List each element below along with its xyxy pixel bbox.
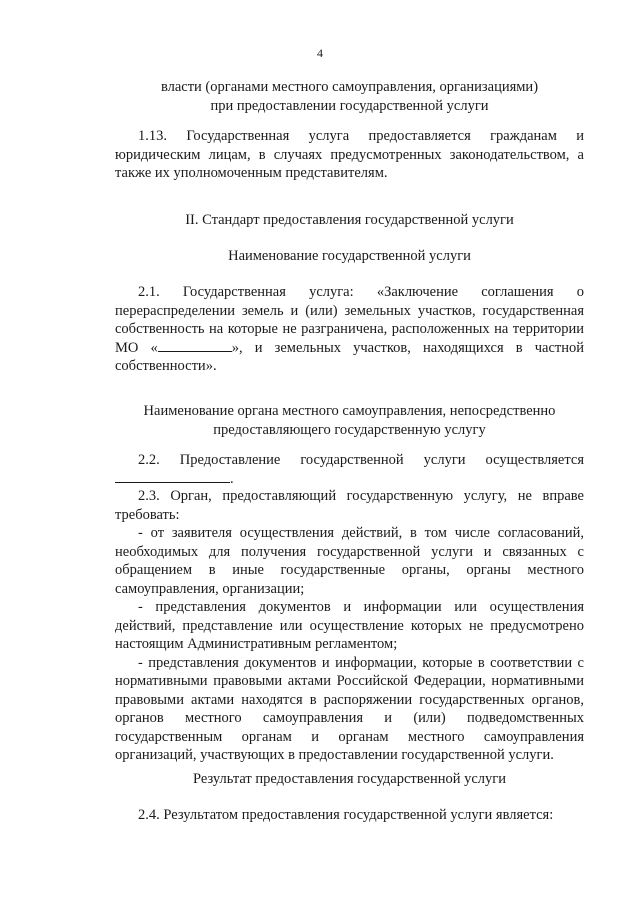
intro-heading: [115, 78, 584, 115]
authority-heading-line-2: предоставляющего государственную услугу: [213, 421, 486, 438]
paragraph-2-3-intro: 2.3. Орган, предоставляющий государственную услугу, не вправе требовать:: [115, 488, 584, 523]
paragraph-2-3-item: - от заявителя осуществления действий, в том числе согласований, необходимых для получения государственной услуги и связанных с обращением в иные государственные органы, органы местного самоуправления, организации;: [115, 525, 584, 597]
authority-heading-line-1: Наименование органа местного самоуправления, непосредственно: [143, 403, 556, 419]
result-heading: Результат предоставления государственной услуги: [193, 771, 506, 787]
paragraph-2-3-item: - представления документов и информации или осуществления действий, представление или осуществление которых не предусмотрено настоящим Административным регламентом;: [115, 599, 584, 652]
intro-line-2: при предоставлении государственной услуги: [210, 97, 489, 114]
paragraph-2-2: [115, 451, 584, 488]
section-2-heading: II. Стандарт предоставления государственной услуги: [185, 212, 514, 228]
paragraph-2-3: [115, 487, 584, 765]
paragraph-2-4: 2.4. Результатом предоставления государственной услуги является:: [138, 807, 554, 823]
paragraph-2-2-text: 2.2. Предоставление государственной услуги осуществляется: [138, 452, 584, 468]
service-name-heading: Наименование государственной услуги: [228, 248, 471, 264]
page-number: 4: [317, 46, 323, 60]
paragraph-1-13: 1.13. Государственная услуга предоставляется гражданам и юридическим лицам, в случаях предусмотренных законодательством, а также их уполномоченным представителям.: [115, 128, 584, 181]
paragraph-2-1-text-after: », и земельных участков, находящихся в частной собственности».: [115, 339, 584, 374]
authority-blank: [115, 470, 230, 483]
paragraph-2-2-end: .: [230, 470, 234, 487]
paragraph-2-2-blank-line: [115, 470, 584, 489]
paragraph-2-3-item: - представления документов и информации, которые в соответствии с нормативными правовыми актами Российской Федерации, нормативными правовыми актами находятся в распоряжении государственных органов, органов местного самоуправления и (или) подведомственных государственным органам и органам местного самоуправления организаций, участвующих в предоставлении государственной услуги.: [115, 654, 584, 763]
intro-line-1: власти (органами местного самоуправления, организациями): [160, 79, 539, 95]
paragraph-2-1-text-before: 2.1. Государственная услуга: «Заключение соглашения о перераспределении земель и (или) земельных участков, государственная собственность на которые не разграничена, расположенных на территории МО «: [115, 284, 584, 356]
municipality-blank: [158, 339, 232, 352]
paragraph-2-1: [115, 283, 584, 376]
authority-heading: [115, 402, 584, 439]
